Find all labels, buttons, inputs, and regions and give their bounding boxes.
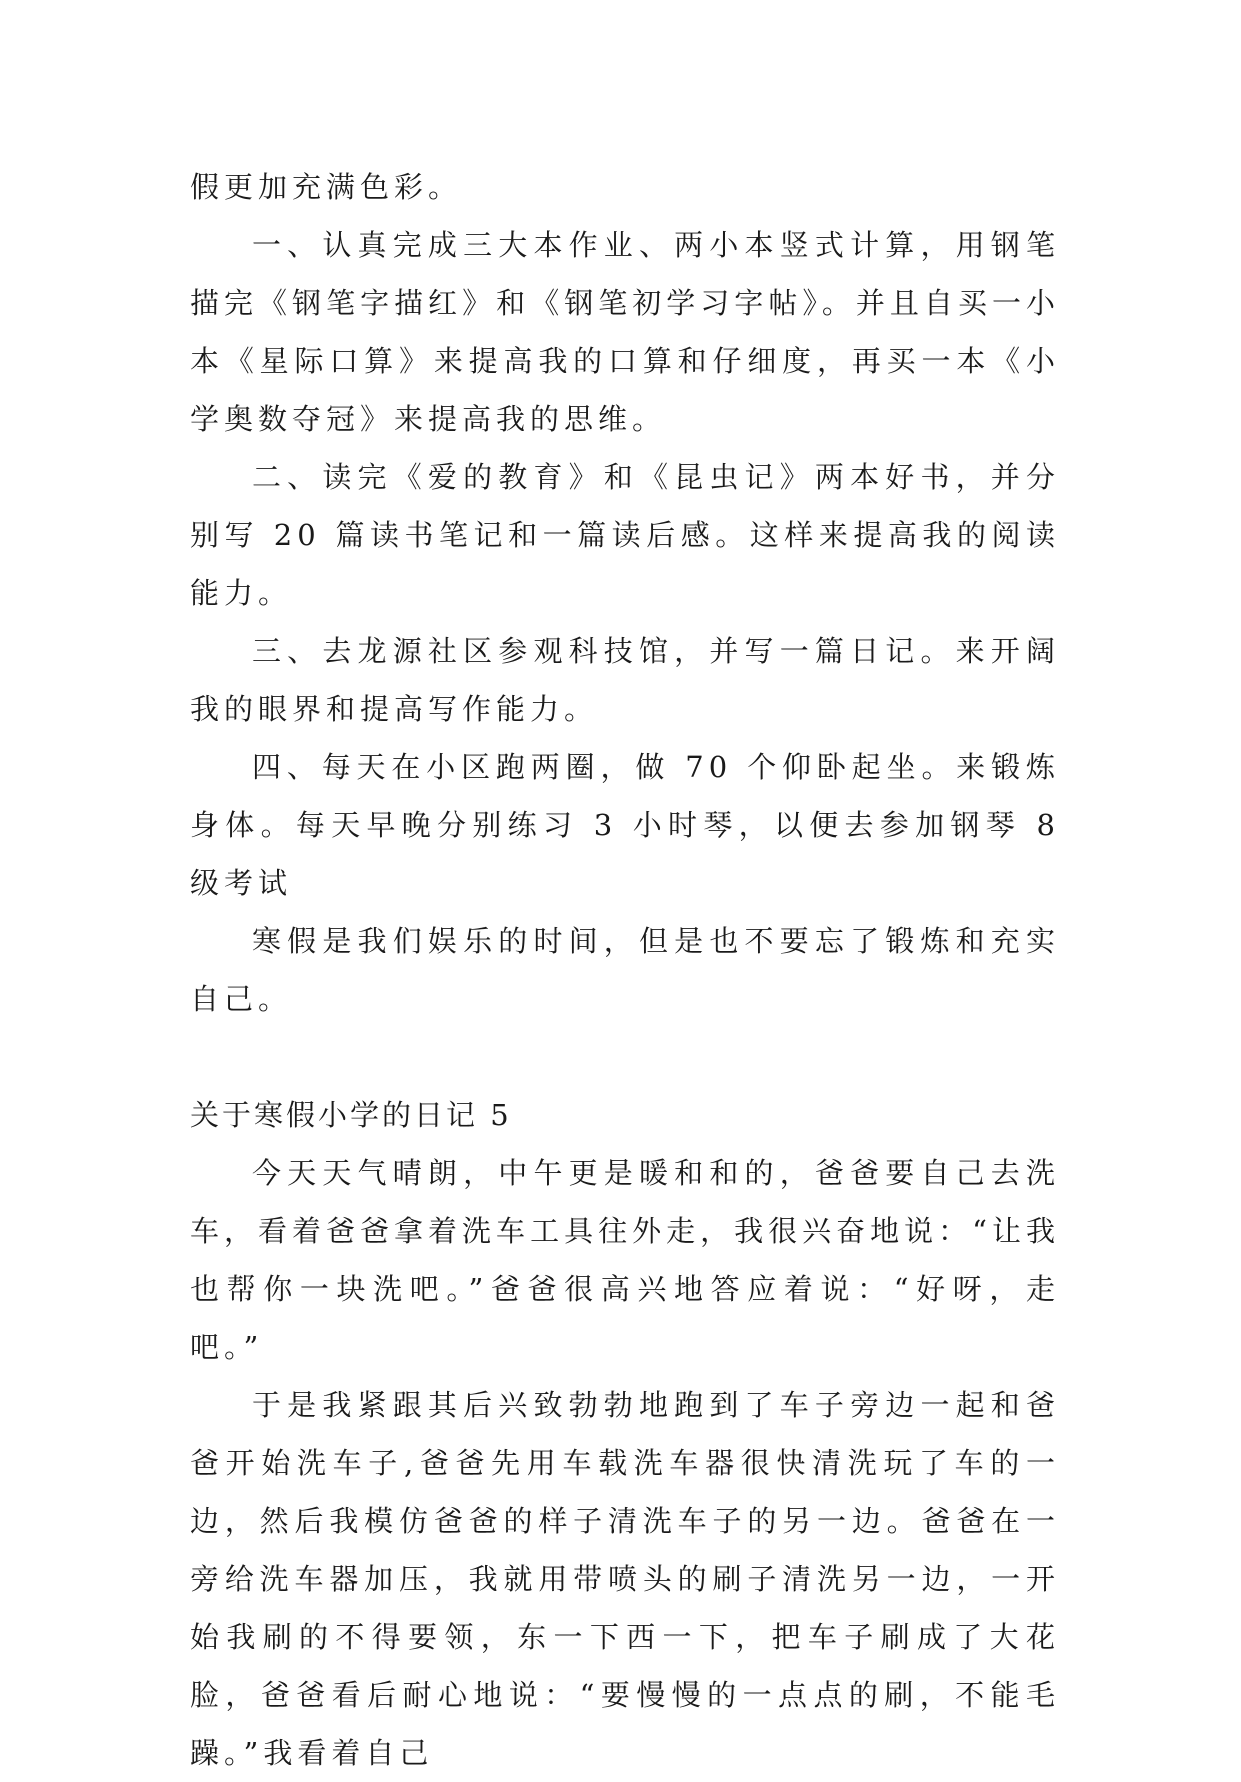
plan-item-3: 三、去龙源社区参观科技馆，并写一篇日记。来开阔我的眼界和提高写作能力。 — [190, 634, 1060, 726]
document-page — [190, 158, 1060, 1782]
closing-paragraph: 寒假是我们娱乐的时间，但是也不要忘了锻炼和充实自己。 — [190, 924, 1060, 1016]
section-heading: 关于寒假小学的日记 5 — [190, 1098, 512, 1132]
section-spacer — [190, 1028, 1060, 1086]
plan-item-1: 一、认真完成三大本作业、两小本竖式计算，用钢笔描完《钢笔字描红》和《钢笔初学习字帖》。并且自买一小本《星际口算》来提高我的口算和仔细度，再买一本《小学奥数夺冠》来提高我的思维。 — [190, 228, 1060, 436]
diary-paragraph-1: 今天天气晴朗，中午更是暖和和的，爸爸要自己去洗车，看着爸爸拿着洗车工具往外走，我很兴奋地说：“让我也帮你一块洗吧。”爸爸很高兴地答应着说：“好呀，走吧。” — [190, 1156, 1060, 1364]
continuation-text: 假更加充满色彩。 — [190, 170, 463, 204]
plan-item-2: 二、读完《爱的教育》和《昆虫记》两本好书，并分别写 20 篇读书笔记和一篇读后感。这样来提高我的阅读能力。 — [190, 460, 1060, 610]
plan-item-4: 四、每天在小区跑两圈，做 70 个仰卧起坐。来锻炼身体。每天早晚分别练习 3 小时琴，以便去参加钢琴 8 级考试 — [190, 750, 1060, 900]
diary-paragraph-2: 于是我紧跟其后兴致勃勃地跑到了车子旁边一起和爸爸开始洗车子,爸爸先用车载洗车器很快清洗玩了车的一边，然后我模仿爸爸的样子清洗车子的另一边。爸爸在一旁给洗车器加压，我就用带喷头的刷子清洗另一边，一开始我刷的不得要领，东一下西一下，把车子刷成了大花脸，爸爸看后耐心地说：“要慢慢的一点点的刷，不能毛躁。”我看着自己 — [190, 1388, 1060, 1770]
